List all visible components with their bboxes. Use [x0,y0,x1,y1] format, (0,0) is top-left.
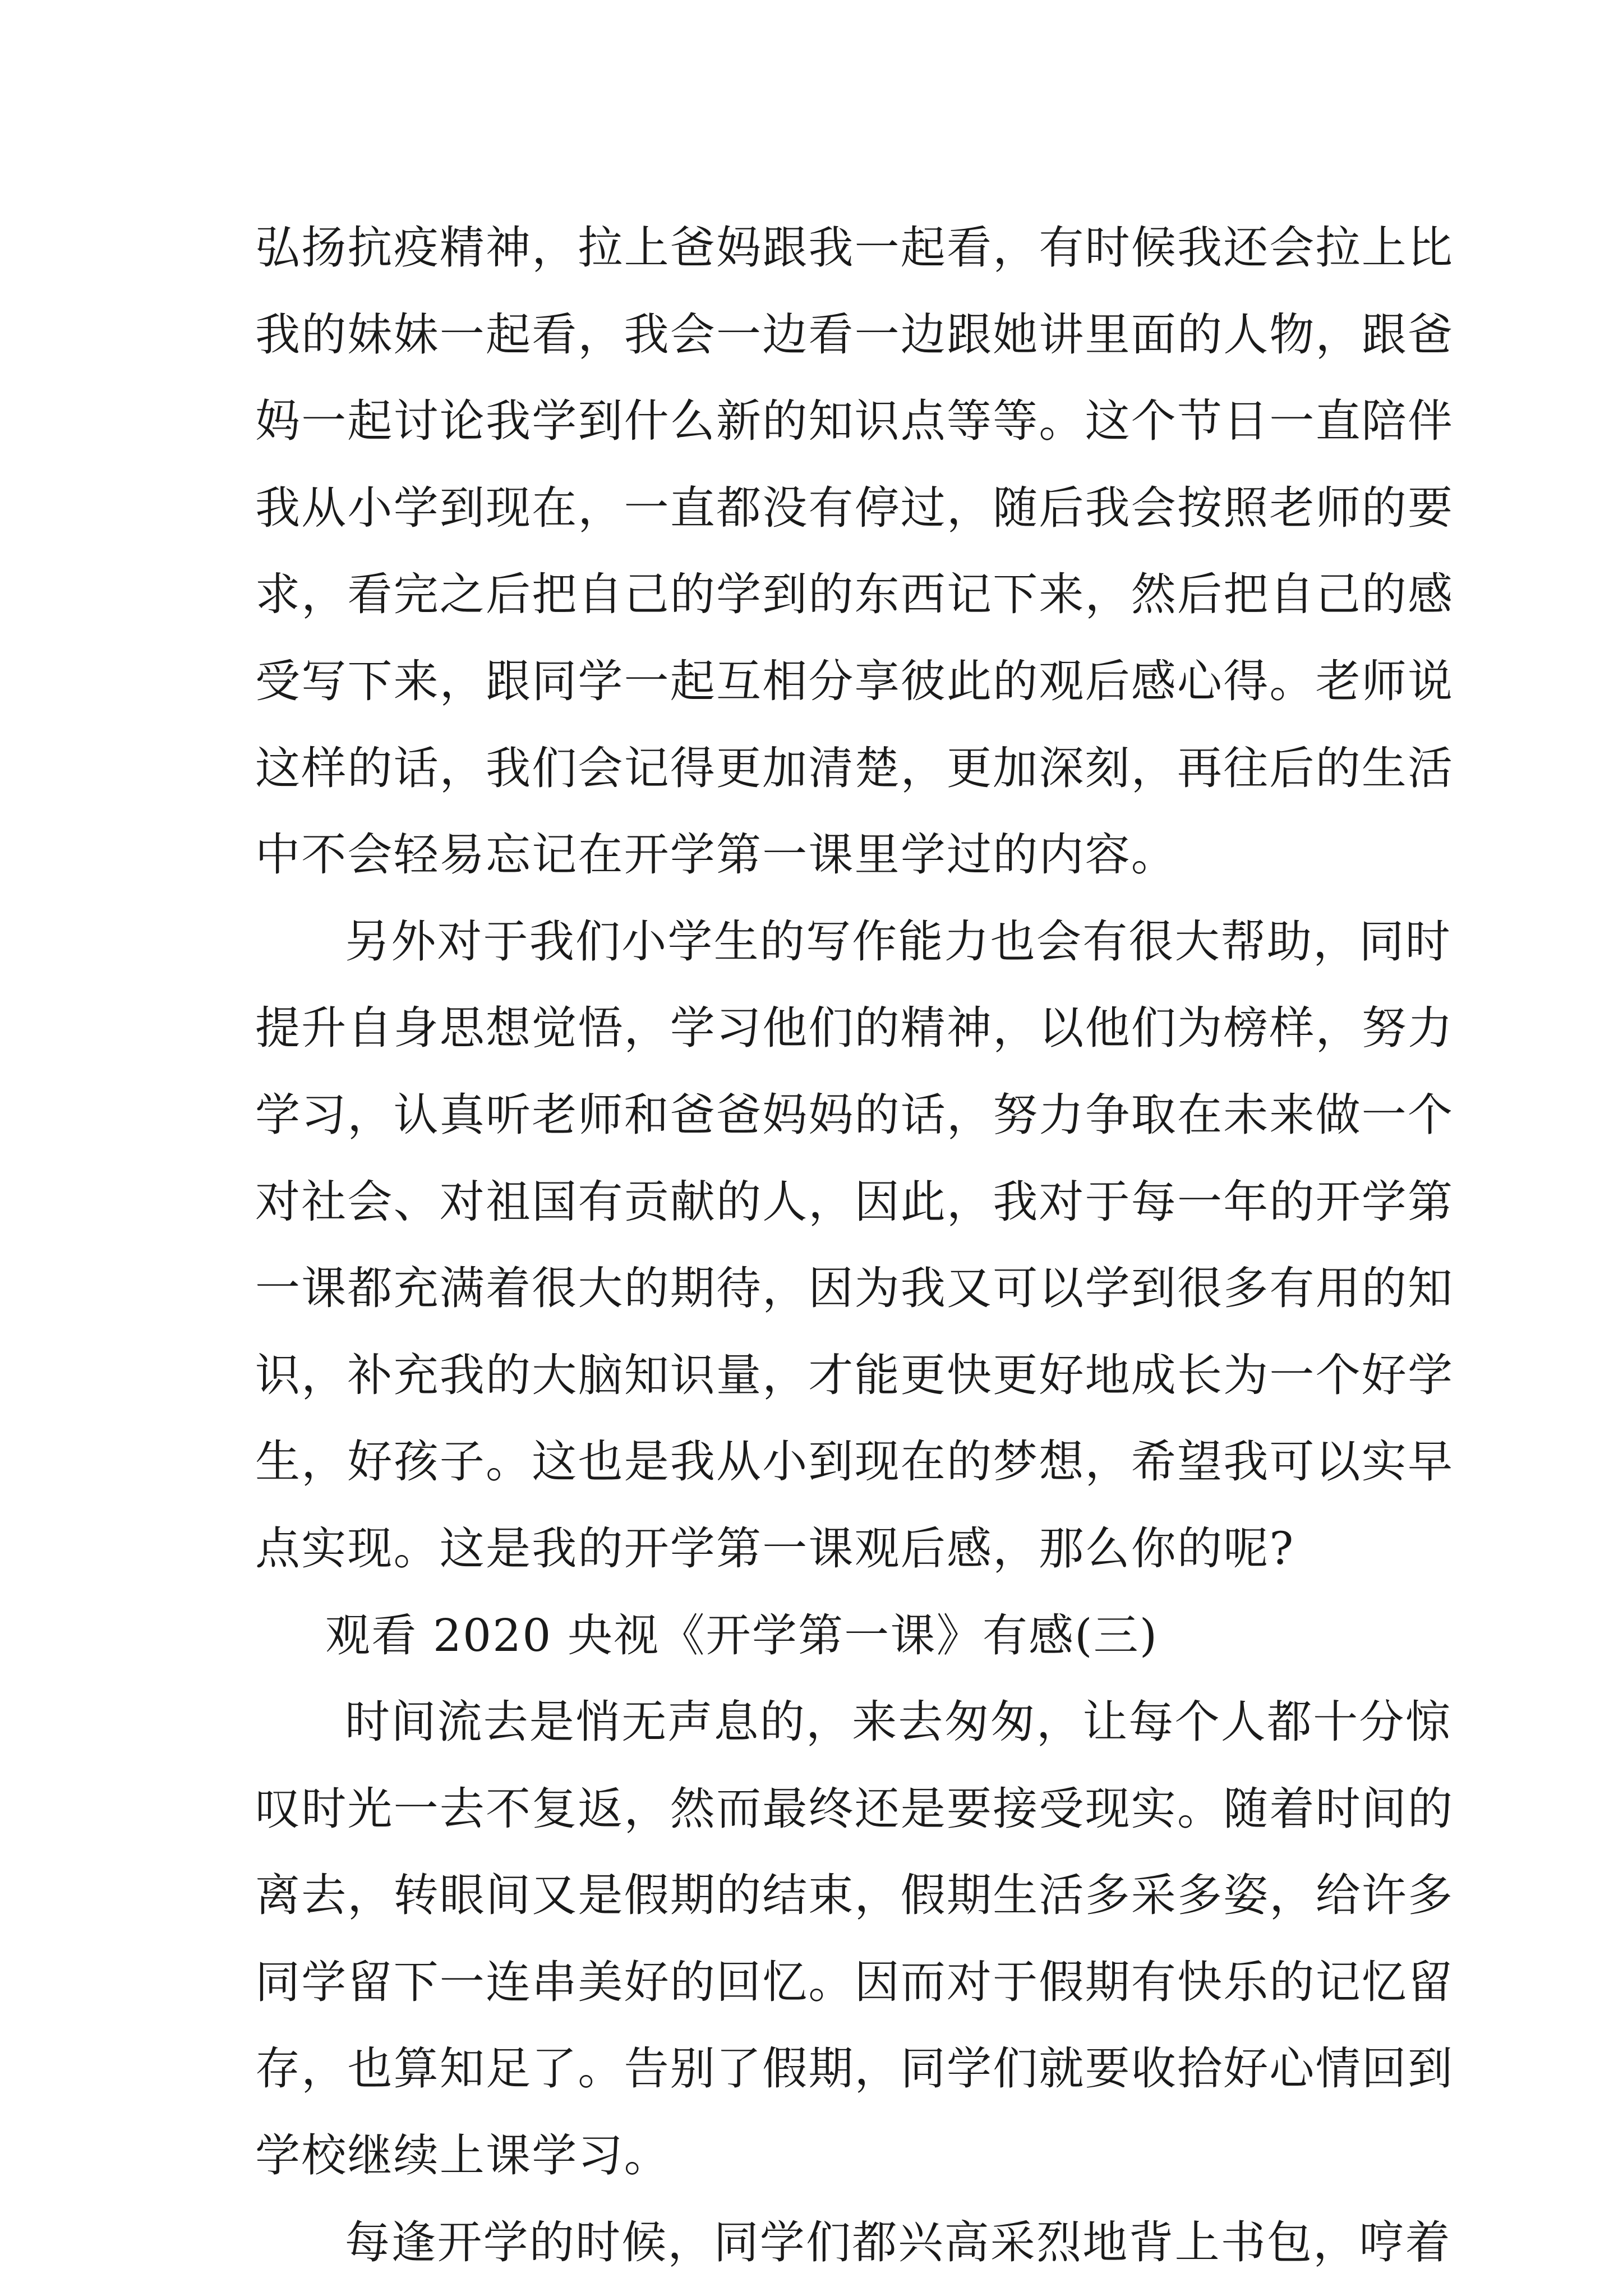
text-line: 另外对于我们小学生的写作能力也会有很大帮助，同时 [345,915,1451,968]
text-line: 这样的话，我们会记得更加清楚，更加深刻，再往后的生活 [255,742,1454,794]
text-line: 我从小学到现在，一直都没有停过，随后我会按照老师的要 [255,481,1454,534]
text-line: 对社会、对祖国有贡献的人，因此，我对于每一年的开学第 [255,1175,1454,1228]
body-text [255,205,1454,2286]
text-line: 生，好孩子。这也是我从小到现在的梦想，希望我可以实早 [255,1435,1454,1488]
text-line: 弘扬抗疫精神，拉上爸妈跟我一起看，有时候我还会拉上比 [255,222,1454,274]
section-heading: 观看 2020 央视《开学第一课》有感(三) [325,1609,1159,1662]
text-line: 一课都充满着很大的期待，因为我又可以学到很多有用的知 [255,1262,1454,1315]
text-line: 妈一起讨论我学到什么新的知识点等等。这个节日一直陪伴 [255,395,1454,448]
text-line: 叹时光一去不复返，然而最终还是要接受现实。随着时间的 [255,1782,1454,1835]
text-line: 点实现。这是我的开学第一课观后感，那么你的呢? [255,1522,1295,1575]
text-line: 离去，转眼间又是假期的结束，假期生活多采多姿，给许多 [255,1869,1454,1922]
text-line: 受写下来，跟同学一起互相分享彼此的观后感心得。老师说 [255,655,1454,707]
text-line: 提升自身思想觉悟，学习他们的精神，以他们为榜样，努力 [255,1002,1454,1055]
text-line: 学校继续上课学习。 [255,2129,670,2182]
text-line: 求，看完之后把自己的学到的东西记下来，然后把自己的感 [255,568,1454,621]
text-line: 中不会轻易忘记在开学第一课里学过的内容。 [255,829,1177,881]
text-line: 识，补充我的大脑知识量，才能更快更好地成长为一个好学 [255,1349,1454,1401]
text-line: 我的妹妹一起看，我会一边看一边跟她讲里面的人物，跟爸 [255,308,1454,361]
text-line: 学习，认真听老师和爸爸妈妈的话，努力争取在未来做一个 [255,1088,1454,1141]
text-line: 时间流去是悄无声息的，来去匆匆，让每个人都十分惊 [345,1696,1451,1749]
text-line: 每逢开学的时候，同学们都兴高采烈地背上书包，哼着 [345,2216,1451,2269]
text-line: 存，也算知足了。告别了假期，同学们就要收拾好心情回到 [255,2042,1454,2095]
text-line: 同学留下一连串美好的回忆。因而对于假期有快乐的记忆留 [255,1955,1454,2008]
